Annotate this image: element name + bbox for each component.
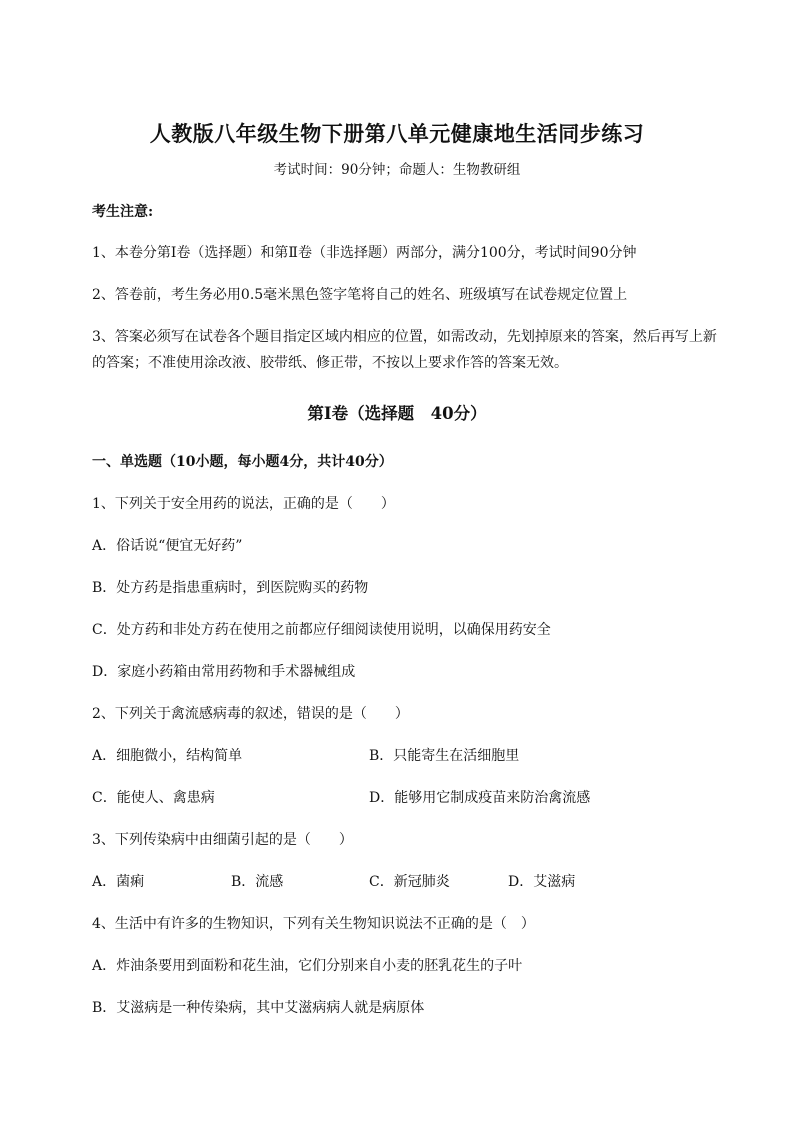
question-1-option-d: D．家庭小药箱由常用药物和手术器械组成 [92, 664, 356, 680]
question-2-stem: 2、下列关于禽流感病毒的叙述，错误的是（ ） [92, 706, 409, 722]
notice-item-3: 3、答案必须写在试卷各个题目指定区域内相应的位置，如需改动，先划掉原来的答案，然后再写上新 [92, 329, 717, 345]
notice-item-2: 2、答卷前，考生务必用0.5毫米黑色签字笔将自己的姓名、班级填写在试卷规定位置上 [92, 287, 628, 303]
exam-info: 考试时间：90分钟；命题人：生物教研组 [273, 162, 521, 178]
notice-heading: 考生注意: [92, 204, 154, 220]
question-1-option-b: B．处方药是指患重病时，到医院购买的药物 [92, 580, 369, 596]
section-title: 第I卷（选择题 40分） [307, 404, 487, 423]
question-3-option-a: A．菌痢 [92, 874, 145, 890]
question-2-option-c: C．能使人、禽患病 [92, 790, 215, 806]
question-1-option-c: C．处方药和非处方药在使用之前都应仔细阅读使用说明，以确保用药安全 [92, 622, 551, 638]
notice-item-3-cont: 的答案；不准使用涂改液、胶带纸、修正带，不按以上要求作答的答案无效。 [92, 355, 568, 371]
notice-item-1: 1、本卷分第I卷（选择题）和第Ⅱ卷（非选择题）两部分，满分100分，考试时间90分钟 [92, 245, 637, 261]
question-4-option-b: B．艾滋病是一种传染病，其中艾滋病病人就是病原体 [92, 1000, 425, 1016]
question-3-option-d: D．艾滋病 [508, 874, 576, 890]
part-heading: 一、单选题（10小题，每小题4分，共计40分） [92, 454, 393, 470]
question-3-option-b: B．流感 [231, 874, 284, 890]
question-4-stem: 4、生活中有许多的生物知识，下列有关生物知识说法不正确的是（ ） [92, 916, 535, 932]
question-4-option-a: A．炸油条要用到面粉和花生油，它们分别来自小麦的胚乳花生的子叶 [92, 958, 523, 974]
question-2-option-b: B．只能寄生在活细胞里 [369, 748, 520, 764]
question-1-stem: 1、下列关于安全用药的说法，正确的是（ ） [92, 496, 395, 512]
question-3-stem: 3、下列传染病中由细菌引起的是（ ） [92, 832, 353, 848]
question-1-option-a: A．俗话说“便宜无好药” [92, 538, 243, 554]
question-2-option-a: A．细胞微小，结构简单 [92, 748, 243, 764]
question-3-option-c: C．新冠肺炎 [369, 874, 450, 890]
question-2-option-d: D．能够用它制成疫苗来防治禽流感 [369, 790, 591, 806]
page-title: 人教版八年级生物下册第八单元健康地生活同步练习 [149, 121, 645, 146]
